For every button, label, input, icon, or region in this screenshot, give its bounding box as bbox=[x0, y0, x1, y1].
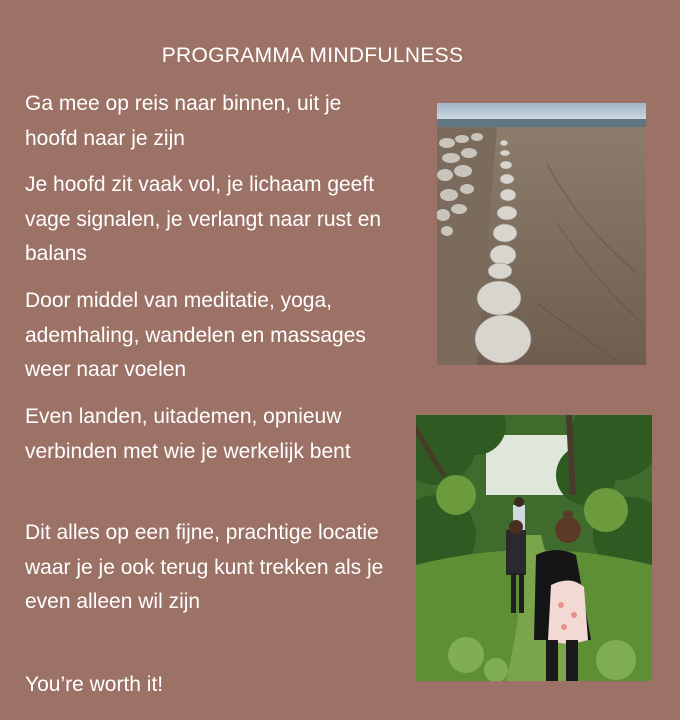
paragraph-landing: Even landen, uitademen, opnieuw verbinden met wie je werkelijk bent bbox=[25, 405, 351, 463]
forest-walk-photo bbox=[416, 415, 652, 681]
paragraph-worth-it: You’re worth it! bbox=[25, 673, 164, 696]
paragraph-full-head: Je hoofd zit vaak vol, je lichaam geeft vage signalen, je verlangt naar rust en balans bbox=[25, 173, 382, 265]
paragraph-location: Dit alles op een fijne, prachtige locatie waar je je ook terug kunt trekken als je even alleen wil zijn bbox=[25, 521, 384, 613]
paragraph-methods: Door middel van meditatie, yoga, ademhaling, wandelen en massages weer naar voelen bbox=[25, 289, 366, 381]
page-title: PROGRAMMA MINDFULNESS bbox=[161, 44, 464, 67]
beach-stones-photo bbox=[437, 103, 646, 365]
paragraph-journey: Ga mee op reis naar binnen, uit je hoofd naar je zijn bbox=[25, 92, 342, 150]
